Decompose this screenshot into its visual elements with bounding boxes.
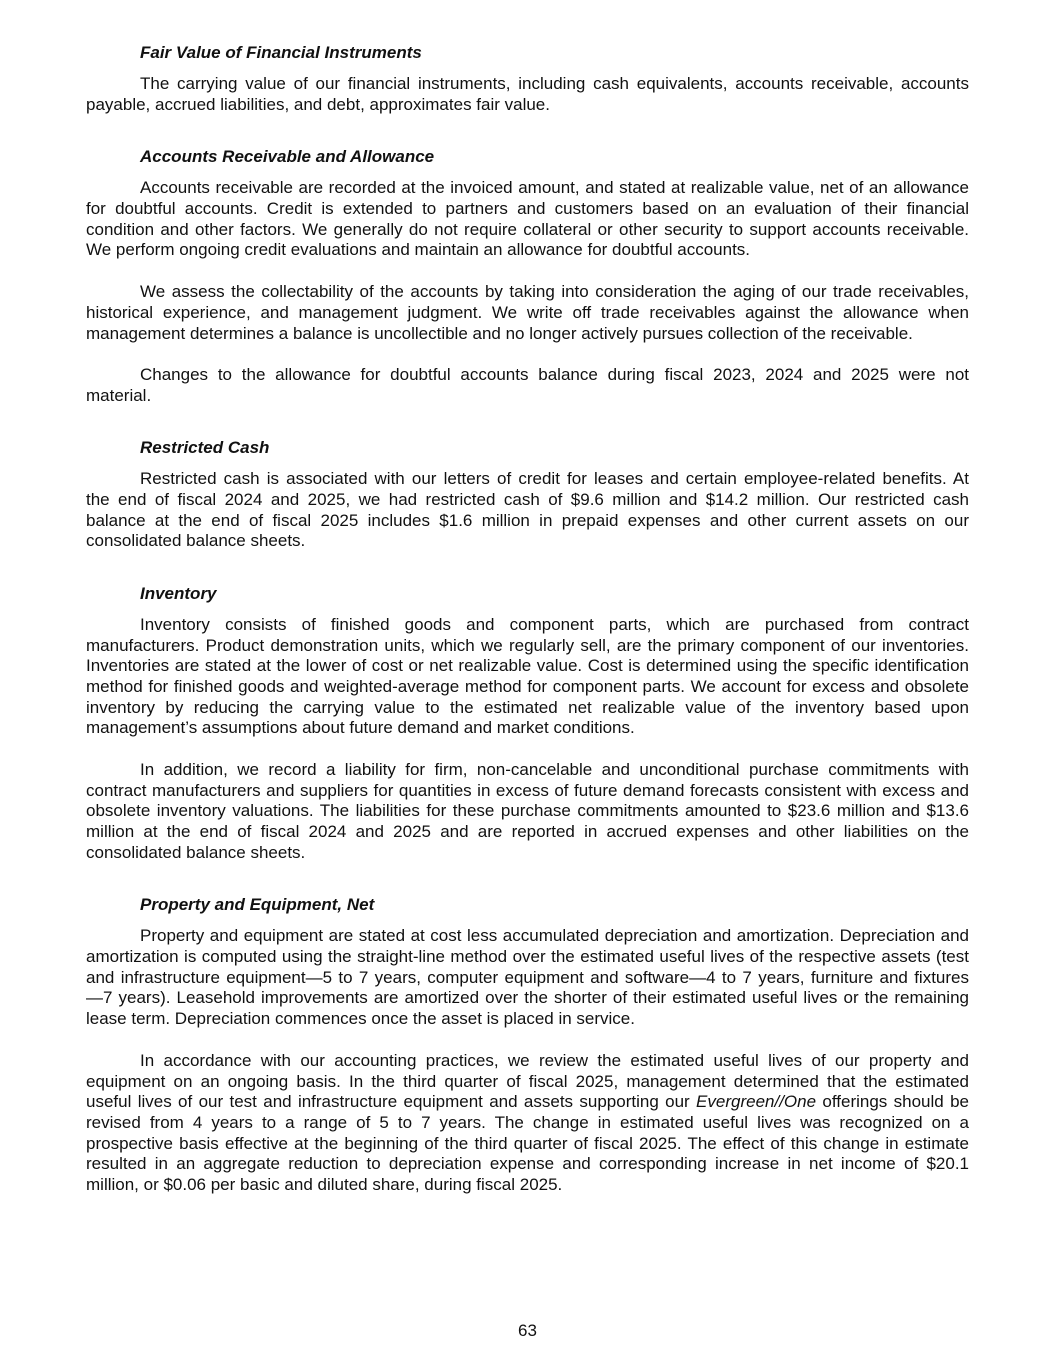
paragraph — [86, 615, 969, 739]
document-body — [86, 43, 969, 1196]
section-heading: Restricted Cash — [140, 438, 270, 458]
text-line: historical experience, and management judgment. We write off trade receivables against the allowance when — [86, 302, 969, 322]
text-line: revised from 4 years to a range of 5 to 7 years. The change in estimated useful lives was recognized on a — [86, 1112, 969, 1132]
text-line: balance at the end of fiscal 2025 includes $1.6 million in prepaid expenses and other current assets on our — [86, 510, 969, 530]
text-line: and infrastructure equipment—5 to 7 years, computer equipment and software—4 to 7 years, furniture and fixtures — [86, 967, 969, 987]
text-line: We perform ongoing credit evaluations and maintain an allowance for doubtful accounts. — [86, 240, 751, 260]
text-line: —7 years). Leasehold improvements are amortized over the shorter of their estimated useful lives or the remaining — [86, 988, 969, 1008]
text-line: equipment on an ongoing basis. In the third quarter of fiscal 2025, management determined that the estimated — [86, 1071, 969, 1091]
text-line: million at the end of fiscal 2024 and 2025 and are reported in accrued expenses and other liabilities on the — [86, 822, 969, 842]
text-line: consolidated balance sheets. — [86, 842, 306, 862]
text-line: inventory by reducing the carrying value to the estimated net realizable value of the inventory based upon — [86, 697, 969, 717]
text-line: consolidated balance sheets. — [86, 531, 306, 551]
paragraph — [86, 178, 969, 261]
section-restricted-cash — [86, 438, 969, 552]
text-line: Changes to the allowance for doubtful accounts balance during fiscal 2023, 2024 and 2025 were not — [140, 365, 969, 385]
text-line: We assess the collectability of the accounts by taking into consideration the aging of our trade receivables, — [140, 282, 969, 302]
paragraph — [86, 760, 969, 864]
italic-product-name: Evergreen//One — [696, 1092, 817, 1112]
text-line: In addition, we record a liability for firm, non-cancelable and unconditional purchase commitments with — [140, 760, 969, 780]
text-line: method for finished goods and weighted-average method for component parts. We account for excess and obsolete — [86, 676, 969, 696]
text-line: prospective basis effective at the beginning of the third quarter of fiscal 2025. The effect of this change in estimate — [86, 1133, 969, 1153]
section-heading: Accounts Receivable and Allowance — [140, 147, 435, 167]
text-line: manufacturers. Product demonstration units, which we regularly sell, are the primary component of our inventories. — [86, 635, 969, 655]
section-accounts-receivable — [86, 147, 969, 407]
text-line: million, or $0.06 per basic and diluted share, during fiscal 2025. — [86, 1175, 563, 1195]
text-line: contract manufacturers and suppliers for quantities in excess of future demand forecasts consistent with excess and — [86, 780, 969, 800]
text-line: Accounts receivable are recorded at the invoiced amount, and stated at realizable value, net of an allowance — [140, 178, 969, 198]
text-line: Inventory consists of finished goods and component parts, which are purchased from contract — [140, 614, 969, 634]
section-inventory — [86, 584, 969, 864]
text-line: the end of fiscal 2024 and 2025, we had restricted cash of $9.6 million and $14.2 million. Our restricted cash — [86, 490, 969, 510]
paragraph — [86, 1051, 969, 1196]
text-line — [86, 1092, 969, 1113]
text-line: management determines a balance is uncollectible and no longer actively pursues collection of the receivable. — [86, 323, 913, 343]
text-line: In accordance with our accounting practices, we review the estimated useful lives of our property and — [140, 1050, 969, 1070]
text-line: for doubtful accounts. Credit is extended to partners and customers based on an evaluation of their financial — [86, 199, 969, 219]
text-segment: useful lives of our test and infrastructure equipment and assets supporting our — [86, 1092, 697, 1112]
text-line: Property and equipment are stated at cost less accumulated depreciation and amortization. Depreciation and — [140, 926, 969, 946]
text-line: The carrying value of our financial instruments, including cash equivalents, accounts receivable, accounts — [140, 74, 969, 94]
paragraph — [86, 74, 969, 115]
text-line: lease term. Depreciation commences once the asset is placed in service. — [86, 1009, 635, 1029]
text-line: Restricted cash is associated with our letters of credit for leases and certain employee-related benefits. At — [140, 469, 969, 489]
text-line: obsolete inventory valuations. The liabilities for these purchase commitments amounted to $23.6 million and $13.6 — [86, 801, 969, 821]
text-line: resulted in an aggregate reduction to depreciation expense and corresponding increase in net income of $20.1 — [86, 1154, 969, 1174]
paragraph — [86, 365, 969, 406]
text-line: Inventories are stated at the lower of cost or net realizable value. Cost is determined using the specific identification — [86, 656, 969, 676]
text-line: condition and other factors. We generally do not require collateral or other security to support accounts receivable. — [86, 219, 969, 239]
text-line: amortization is computed using the straight-line method over the estimated useful lives of the respective assets (test — [86, 947, 969, 966]
paragraph — [86, 926, 969, 1030]
section-heading: Property and Equipment, Net — [140, 895, 375, 915]
section-property-equipment — [86, 895, 969, 1196]
section-heading: Inventory — [140, 583, 217, 603]
paragraph — [86, 282, 969, 344]
page-number: 63 — [518, 1321, 537, 1340]
text-line: material. — [86, 385, 152, 405]
text-line: management’s assumptions about future demand and market conditions. — [86, 718, 635, 738]
section-fair-value — [86, 43, 969, 116]
text-segment: offerings should be — [816, 1092, 969, 1112]
text-line: payable, accrued liabilities, and debt, approximates fair value. — [86, 94, 550, 114]
section-heading: Fair Value of Financial Instruments — [140, 43, 422, 62]
paragraph — [86, 469, 969, 552]
